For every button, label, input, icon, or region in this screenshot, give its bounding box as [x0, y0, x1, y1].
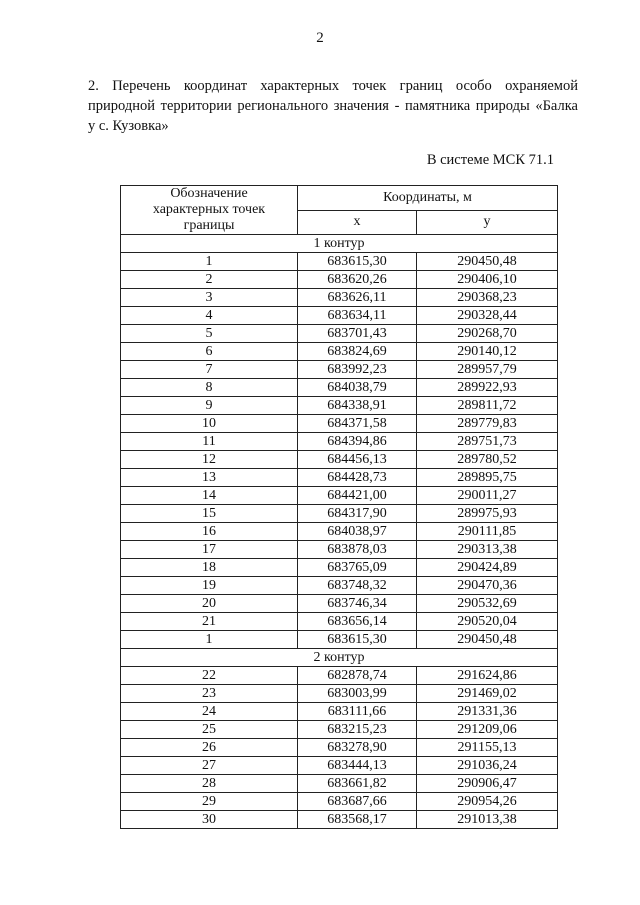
y-coordinate-cell: 291209,06	[417, 721, 558, 739]
table-row	[121, 307, 558, 325]
point-number-cell: 9	[121, 397, 298, 415]
header-designation	[121, 186, 298, 235]
point-number-cell: 16	[121, 523, 298, 541]
x-coordinate-cell: 682878,74	[298, 667, 417, 685]
point-number-cell: 14	[121, 487, 298, 505]
contour-label: 1 контур	[121, 235, 558, 253]
header-designation-line-3: границы	[183, 218, 235, 233]
x-coordinate-cell: 684338,91	[298, 397, 417, 415]
y-coordinate-cell: 290470,36	[417, 577, 558, 595]
point-number-cell: 1	[121, 253, 298, 271]
y-coordinate-cell: 289922,93	[417, 379, 558, 397]
table-row	[121, 685, 558, 703]
table-row	[121, 505, 558, 523]
y-coordinate-cell: 290406,10	[417, 271, 558, 289]
x-coordinate-cell: 684317,90	[298, 505, 417, 523]
table-row	[121, 559, 558, 577]
x-coordinate-cell: 683615,30	[298, 253, 417, 271]
point-number-cell: 17	[121, 541, 298, 559]
table-row	[121, 469, 558, 487]
point-number-cell: 5	[121, 325, 298, 343]
y-coordinate-cell: 290954,26	[417, 793, 558, 811]
y-coordinate-cell: 290520,04	[417, 613, 558, 631]
table-row	[121, 289, 558, 307]
table-row	[121, 775, 558, 793]
x-coordinate-cell: 683661,82	[298, 775, 417, 793]
table-row	[121, 757, 558, 775]
point-number-cell: 29	[121, 793, 298, 811]
point-number-cell: 13	[121, 469, 298, 487]
y-coordinate-cell: 290450,48	[417, 631, 558, 649]
y-coordinate-cell: 290011,27	[417, 487, 558, 505]
x-coordinate-cell: 683003,99	[298, 685, 417, 703]
x-coordinate-cell: 683765,09	[298, 559, 417, 577]
coordinate-system-label: В системе МСК 71.1	[426, 152, 554, 168]
heading-line-1: 2. Перечень координат характерных точек границ особо охраняемой	[88, 78, 578, 94]
heading-line-3: у с. Кузовка»	[88, 118, 169, 134]
point-number-cell: 8	[121, 379, 298, 397]
x-coordinate-cell: 684371,58	[298, 415, 417, 433]
point-number-cell: 18	[121, 559, 298, 577]
x-coordinate-cell: 684421,00	[298, 487, 417, 505]
y-coordinate-cell: 289975,93	[417, 505, 558, 523]
y-coordinate-cell: 291469,02	[417, 685, 558, 703]
y-coordinate-cell: 289957,79	[417, 361, 558, 379]
y-coordinate-cell: 290328,44	[417, 307, 558, 325]
page-number: 2	[316, 30, 324, 46]
y-coordinate-cell: 291013,38	[417, 811, 558, 829]
y-coordinate-cell: 289811,72	[417, 397, 558, 415]
table-row	[121, 595, 558, 613]
contour-label: 2 контур	[121, 649, 558, 667]
point-number-cell: 15	[121, 505, 298, 523]
y-coordinate-cell: 291155,13	[417, 739, 558, 757]
point-number-cell: 26	[121, 739, 298, 757]
header-y: y	[417, 210, 558, 235]
x-coordinate-cell: 683278,90	[298, 739, 417, 757]
point-number-cell: 6	[121, 343, 298, 361]
table-row	[121, 451, 558, 469]
header-coordinates: Координаты, м	[298, 186, 558, 211]
y-coordinate-cell: 290268,70	[417, 325, 558, 343]
x-coordinate-cell: 683620,26	[298, 271, 417, 289]
x-coordinate-cell: 684394,86	[298, 433, 417, 451]
x-coordinate-cell: 683444,13	[298, 757, 417, 775]
table-row	[121, 541, 558, 559]
point-number-cell: 11	[121, 433, 298, 451]
table-row	[121, 487, 558, 505]
table-row	[121, 415, 558, 433]
y-coordinate-cell: 290368,23	[417, 289, 558, 307]
table-row	[121, 433, 558, 451]
x-coordinate-cell: 683626,11	[298, 289, 417, 307]
x-coordinate-cell: 683824,69	[298, 343, 417, 361]
coordinates-table	[120, 185, 558, 829]
x-coordinate-cell: 684038,97	[298, 523, 417, 541]
coordinates-table-body	[121, 235, 558, 829]
x-coordinate-cell: 683748,32	[298, 577, 417, 595]
point-number-cell: 28	[121, 775, 298, 793]
point-number-cell: 1	[121, 631, 298, 649]
table-row	[121, 325, 558, 343]
y-coordinate-cell: 290450,48	[417, 253, 558, 271]
table-row	[121, 397, 558, 415]
x-coordinate-cell: 683992,23	[298, 361, 417, 379]
table-row	[121, 253, 558, 271]
table-row	[121, 739, 558, 757]
point-number-cell: 2	[121, 271, 298, 289]
point-number-cell: 24	[121, 703, 298, 721]
point-number-cell: 27	[121, 757, 298, 775]
y-coordinate-cell: 289751,73	[417, 433, 558, 451]
point-number-cell: 19	[121, 577, 298, 595]
point-number-cell: 3	[121, 289, 298, 307]
x-coordinate-cell: 684038,79	[298, 379, 417, 397]
table-row	[121, 343, 558, 361]
table-row	[121, 667, 558, 685]
y-coordinate-cell: 290111,85	[417, 523, 558, 541]
table-row	[121, 523, 558, 541]
point-number-cell: 22	[121, 667, 298, 685]
point-number-cell: 10	[121, 415, 298, 433]
section-heading	[88, 76, 578, 136]
x-coordinate-cell: 683634,11	[298, 307, 417, 325]
point-number-cell: 7	[121, 361, 298, 379]
y-coordinate-cell: 289779,83	[417, 415, 558, 433]
header-x: x	[298, 210, 417, 235]
contour-row	[121, 649, 558, 667]
table-row	[121, 631, 558, 649]
table-row	[121, 271, 558, 289]
y-coordinate-cell: 291036,24	[417, 757, 558, 775]
table-row	[121, 577, 558, 595]
x-coordinate-cell: 683687,66	[298, 793, 417, 811]
y-coordinate-cell: 290906,47	[417, 775, 558, 793]
table-row	[121, 613, 558, 631]
table-row	[121, 721, 558, 739]
point-number-cell: 30	[121, 811, 298, 829]
x-coordinate-cell: 683701,43	[298, 325, 417, 343]
point-number-cell: 4	[121, 307, 298, 325]
header-designation-line-1: Обозначение	[170, 186, 248, 201]
y-coordinate-cell: 290424,89	[417, 559, 558, 577]
point-number-cell: 23	[121, 685, 298, 703]
heading-line-2: природной территории регионального значения - памятника природы «Балка	[88, 98, 578, 114]
x-coordinate-cell: 684456,13	[298, 451, 417, 469]
point-number-cell: 20	[121, 595, 298, 613]
y-coordinate-cell: 290140,12	[417, 343, 558, 361]
x-coordinate-cell: 683215,23	[298, 721, 417, 739]
header-designation-line-2: характерных точек	[152, 202, 266, 217]
contour-row	[121, 235, 558, 253]
x-coordinate-cell: 683615,30	[298, 631, 417, 649]
y-coordinate-cell: 290313,38	[417, 541, 558, 559]
y-coordinate-cell: 291624,86	[417, 667, 558, 685]
x-coordinate-cell: 683111,66	[298, 703, 417, 721]
point-number-cell: 12	[121, 451, 298, 469]
x-coordinate-cell: 683746,34	[298, 595, 417, 613]
table-row	[121, 811, 558, 829]
point-number-cell: 21	[121, 613, 298, 631]
y-coordinate-cell: 290532,69	[417, 595, 558, 613]
x-coordinate-cell: 683568,17	[298, 811, 417, 829]
y-coordinate-cell: 291331,36	[417, 703, 558, 721]
table-row	[121, 703, 558, 721]
table-row	[121, 793, 558, 811]
y-coordinate-cell: 289780,52	[417, 451, 558, 469]
y-coordinate-cell: 289895,75	[417, 469, 558, 487]
x-coordinate-cell: 683878,03	[298, 541, 417, 559]
x-coordinate-cell: 683656,14	[298, 613, 417, 631]
table-row	[121, 361, 558, 379]
x-coordinate-cell: 684428,73	[298, 469, 417, 487]
point-number-cell: 25	[121, 721, 298, 739]
table-row	[121, 379, 558, 397]
